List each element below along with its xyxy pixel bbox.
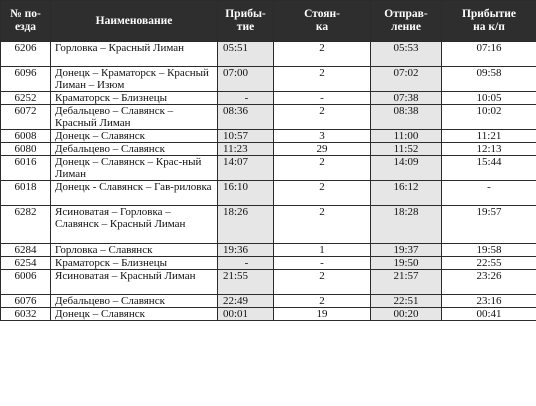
final-arrival-cell: 19:57 [442, 206, 536, 244]
arrival-cell: 22:49 [218, 295, 274, 308]
final-arrival-cell: 07:16 [442, 42, 536, 67]
stop-duration-cell: 3 [274, 130, 371, 143]
header-final-arrival-label: Прибытие на к/п [461, 8, 517, 33]
departure-cell: 07:02 [371, 67, 442, 92]
header-final-arrival [442, 1, 536, 42]
stop-duration-cell: 29 [274, 143, 371, 156]
header-route-name [51, 1, 218, 42]
header-train-number-label: № по- езда [10, 8, 41, 33]
departure-cell: 19:37 [371, 244, 442, 257]
route-name-cell: Донецк – Славянск [51, 130, 218, 143]
header-stop-duration [274, 1, 371, 42]
header-route-name-label: Наименование [95, 14, 173, 27]
final-arrival-cell: 11:21 [442, 130, 536, 143]
departure-cell: 22:51 [371, 295, 442, 308]
final-arrival-cell: 09:58 [442, 67, 536, 92]
stop-duration-cell: 2 [274, 156, 371, 181]
header-row [1, 1, 536, 42]
route-name-cell: Краматорск – Близнецы [51, 257, 218, 270]
table-row [1, 244, 536, 257]
table-row [1, 206, 536, 244]
stop-duration-cell: - [274, 92, 371, 105]
departure-cell: 11:00 [371, 130, 442, 143]
departure-cell: 00:20 [371, 308, 442, 321]
departure-cell: 07:38 [371, 92, 442, 105]
final-arrival-cell: 22:55 [442, 257, 536, 270]
table-row [1, 143, 536, 156]
header-arrival [218, 1, 274, 42]
train-number-cell: 6284 [1, 244, 51, 257]
departure-cell: 11:52 [371, 143, 442, 156]
departure-cell: 16:12 [371, 181, 442, 206]
route-name-cell: Донецк – Славянск [51, 308, 218, 321]
stop-duration-cell: 2 [274, 270, 371, 295]
departure-cell: 21:57 [371, 270, 442, 295]
arrival-cell: 05:51 [218, 42, 274, 67]
train-number-cell: 6076 [1, 295, 51, 308]
table-row [1, 156, 536, 181]
table-row [1, 181, 536, 206]
route-name-cell: Горловка – Красный Лиман [51, 42, 218, 67]
arrival-cell: 14:07 [218, 156, 274, 181]
table-row [1, 92, 536, 105]
final-arrival-cell: 10:05 [442, 92, 536, 105]
final-arrival-cell: - [442, 181, 536, 206]
table-row [1, 105, 536, 130]
train-number-cell: 6096 [1, 67, 51, 92]
stop-duration-cell: 1 [274, 244, 371, 257]
departure-cell: 05:53 [371, 42, 442, 67]
route-name-cell: Донецк - Славянск – Гав-риловка [51, 181, 218, 206]
header-stop-duration-label: Стоян- ка [304, 8, 340, 33]
route-name-cell: Донецк – Краматорск – Красный Лиман – Изюм [51, 67, 218, 92]
arrival-cell: - [218, 92, 274, 105]
arrival-cell: 18:26 [218, 206, 274, 244]
route-name-cell: Горловка – Славянск [51, 244, 218, 257]
table-row [1, 67, 536, 92]
arrival-cell: 07:00 [218, 67, 274, 92]
final-arrival-cell: 00:41 [442, 308, 536, 321]
train-number-cell: 6282 [1, 206, 51, 244]
table-header [1, 1, 536, 42]
departure-cell: 08:38 [371, 105, 442, 130]
stop-duration-cell: 2 [274, 295, 371, 308]
train-number-cell: 6252 [1, 92, 51, 105]
departure-cell: 18:28 [371, 206, 442, 244]
table-row [1, 257, 536, 270]
route-name-cell: Дебальцево – Славянск [51, 295, 218, 308]
final-arrival-cell: 23:16 [442, 295, 536, 308]
arrival-cell: 19:36 [218, 244, 274, 257]
stop-duration-cell: - [274, 257, 371, 270]
stop-duration-cell: 19 [274, 308, 371, 321]
final-arrival-cell: 19:58 [442, 244, 536, 257]
arrival-cell: 16:10 [218, 181, 274, 206]
table-row [1, 130, 536, 143]
table-row [1, 308, 536, 321]
arrival-cell: 11:23 [218, 143, 274, 156]
arrival-cell: 08:36 [218, 105, 274, 130]
stop-duration-cell: 2 [274, 67, 371, 92]
arrival-cell: 21:55 [218, 270, 274, 295]
route-name-cell: Дебальцево – Славянск [51, 143, 218, 156]
header-train-number [1, 1, 51, 42]
train-number-cell: 6072 [1, 105, 51, 130]
train-number-cell: 6206 [1, 42, 51, 67]
route-name-cell: Ясиноватая – Горловка – Славянск – Красный Лиман [51, 206, 218, 244]
table-row [1, 270, 536, 295]
stop-duration-cell: 2 [274, 42, 371, 67]
stop-duration-cell: 2 [274, 105, 371, 130]
table-row [1, 42, 536, 67]
departure-cell: 19:50 [371, 257, 442, 270]
header-arrival-label: Прибы- тие [225, 8, 266, 33]
final-arrival-cell: 10:02 [442, 105, 536, 130]
arrival-cell: 10:57 [218, 130, 274, 143]
stop-duration-cell: 2 [274, 206, 371, 244]
train-number-cell: 6080 [1, 143, 51, 156]
route-name-cell: Ясиноватая – Красный Лиман [51, 270, 218, 295]
header-departure [371, 1, 442, 42]
final-arrival-cell: 12:13 [442, 143, 536, 156]
train-number-cell: 6006 [1, 270, 51, 295]
route-name-cell: Донецк – Славянск – Крас-ный Лиман [51, 156, 218, 181]
arrival-cell: 00:01 [218, 308, 274, 321]
header-departure-label: Отправ- ление [384, 8, 428, 33]
departure-cell: 14:09 [371, 156, 442, 181]
stop-duration-cell: 2 [274, 181, 371, 206]
train-number-cell: 6032 [1, 308, 51, 321]
route-name-cell: Краматорск – Близнецы [51, 92, 218, 105]
train-number-cell: 6008 [1, 130, 51, 143]
final-arrival-cell: 23:26 [442, 270, 536, 295]
final-arrival-cell: 15:44 [442, 156, 536, 181]
table-row [1, 295, 536, 308]
table-body [1, 42, 536, 321]
arrival-cell: - [218, 257, 274, 270]
train-number-cell: 6018 [1, 181, 51, 206]
train-number-cell: 6016 [1, 156, 51, 181]
train-number-cell: 6254 [1, 257, 51, 270]
route-name-cell: Дебальцево – Славянск – Красный Лиман [51, 105, 218, 130]
